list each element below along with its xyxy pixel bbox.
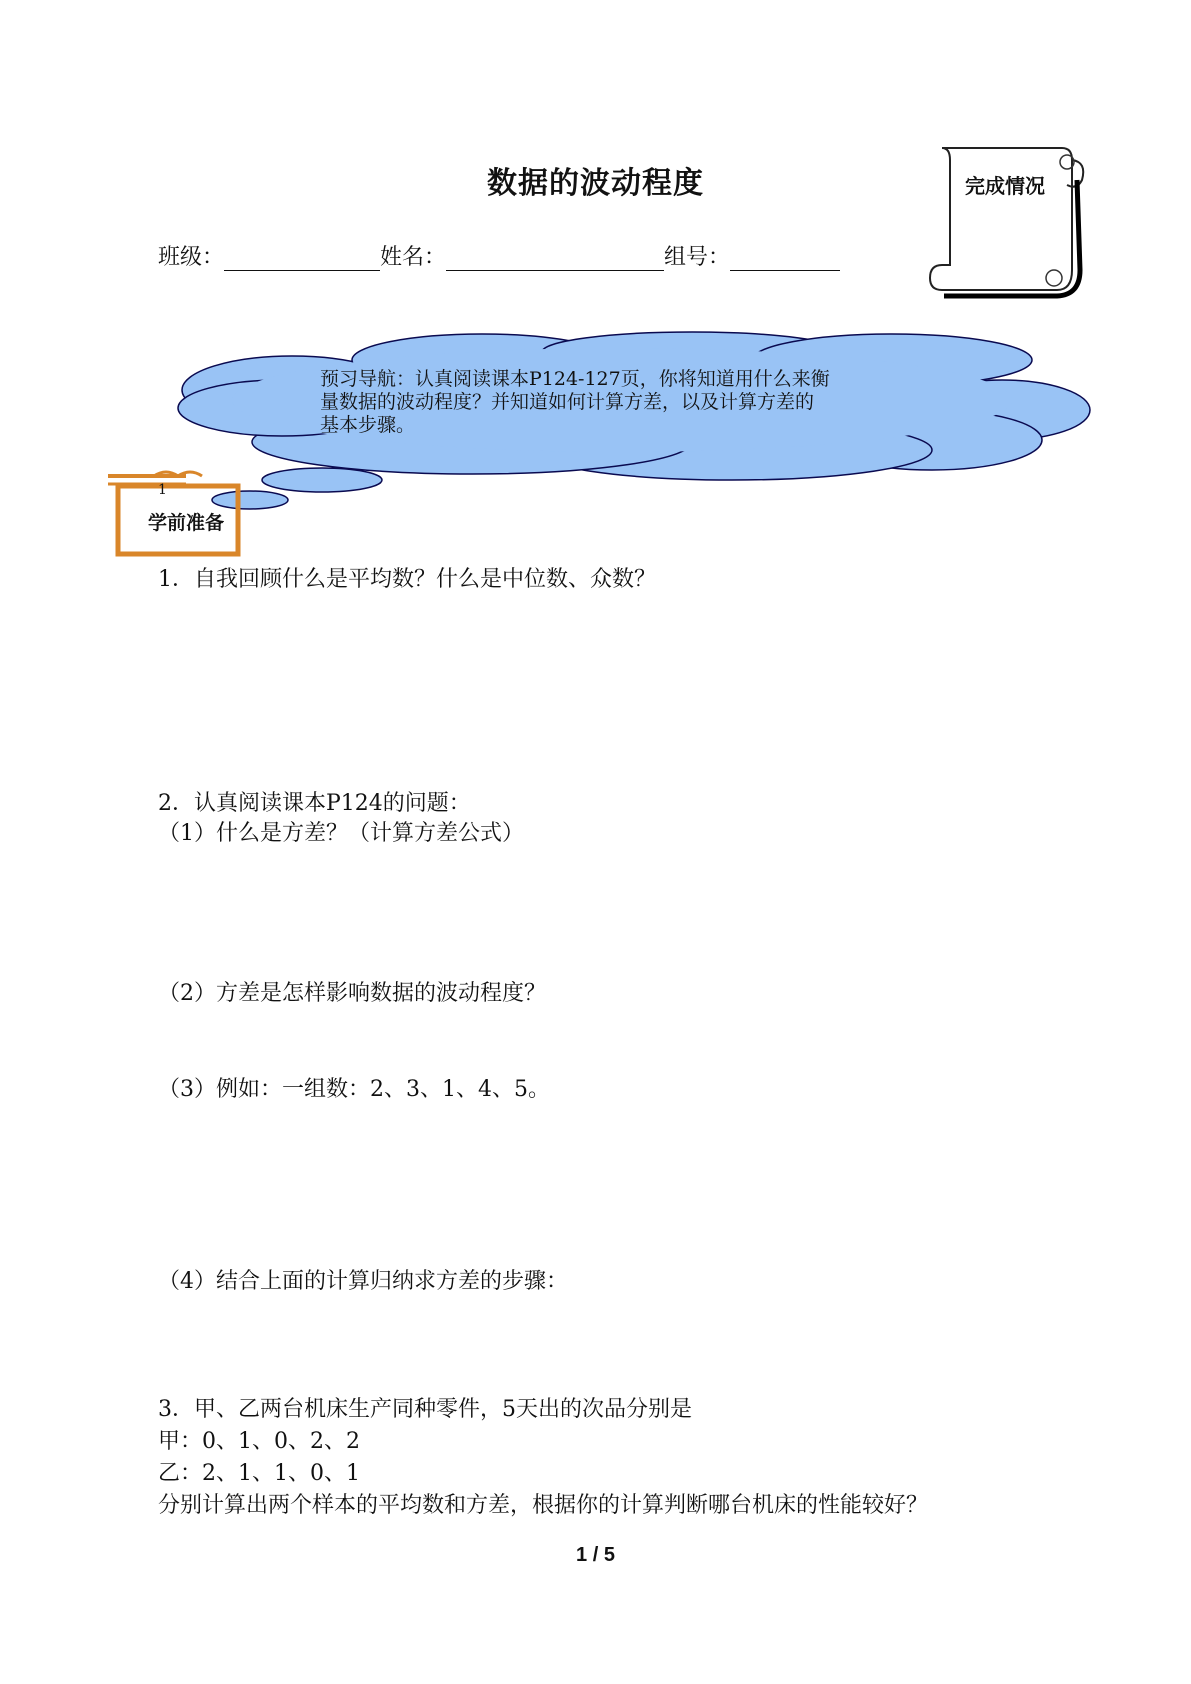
guide-line: 预习导航：认真阅读课本P124-127页，你将知道用什么来衡 (320, 368, 830, 390)
section-label: 学前准备 (148, 512, 225, 534)
page-title: 数据的波动程度 (487, 166, 704, 201)
guide-line: 量数据的波动程度？并知道如何计算方差，以及计算方差的 (320, 391, 815, 413)
group-label: 组号： (664, 245, 731, 270)
class-field[interactable] (224, 248, 380, 271)
question-2-2: （2）方差是怎样影响数据的波动程度？ (158, 981, 546, 1006)
student-info-row (158, 240, 840, 271)
group-field[interactable] (730, 248, 840, 271)
question-3-b: 乙：2、1、1、0、1 (158, 1461, 360, 1486)
question-2-1: （1）什么是方差？（计算方差公式） (158, 821, 524, 846)
question-2-3: （3）例如：一组数：2、3、1、4、5。 (158, 1077, 550, 1102)
completion-status-label: 完成情况 (965, 174, 1045, 198)
name-label: 姓名： (380, 245, 447, 270)
question-1: 1．自我回顾什么是平均数？什么是中位数、众数？ (158, 567, 656, 592)
guide-line: 基本步骤。 (320, 414, 416, 436)
question-2-4: （4）结合上面的计算归纳求方差的步骤： (158, 1269, 568, 1294)
guide-text (320, 368, 890, 437)
class-label: 班级： (158, 245, 225, 270)
name-field[interactable] (446, 248, 664, 271)
question-3-a: 甲：0、1、0、2、2 (158, 1429, 360, 1454)
question-3: 3．甲、乙两台机床生产同种零件，5天出的次品分别是 (158, 1397, 692, 1422)
question-2: 2．认真阅读课本P124的问题： (158, 791, 471, 816)
page-number: 1 / 5 (576, 1544, 615, 1566)
completion-scroll-icon (922, 140, 1092, 310)
section-number: 1 (158, 482, 167, 498)
question-3-c: 分别计算出两个样本的平均数和方差，根据你的计算判断哪台机床的性能较好？ (158, 1493, 929, 1518)
